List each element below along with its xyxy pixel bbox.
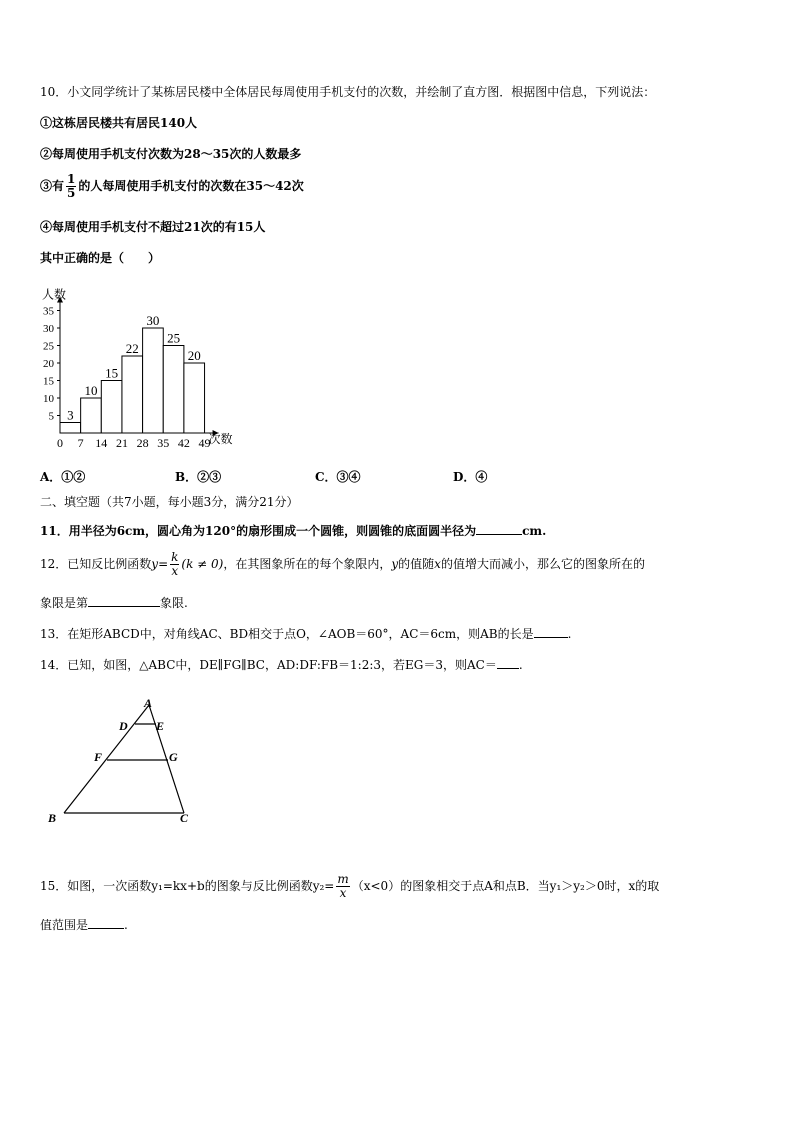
q10-question: 其中正确的是（ ） [40, 251, 161, 265]
x-tick-label: 35 [157, 436, 170, 450]
bar-value-label: 30 [146, 313, 160, 328]
y-tick-label: 10 [43, 393, 54, 405]
q10-statement-2: ②每周使用手机支付次数为28～35次的人数最多 [40, 147, 302, 161]
answer-blank[interactable] [476, 522, 522, 535]
q10-stem: 10．小文同学统计了某栋居民楼中全体居民每周使用手机支付的次数，并绘制了直方图．根据图中信息，下列说法： [40, 85, 656, 99]
section-title: 二、填空题（共7小题，每小题3分，满分21分） [40, 495, 299, 509]
bar-value-label: 3 [67, 407, 74, 423]
q15-line2: 值范围是 . [40, 918, 128, 932]
fraction-one-fifth: $\frac{1}{5}$ [67, 172, 76, 200]
answer-blank[interactable] [534, 625, 568, 638]
x-tick-label: 0 [57, 436, 63, 450]
y-tick-label: 20 [43, 358, 54, 370]
option-a: A．①② [40, 470, 86, 484]
label-d: D [119, 719, 128, 733]
bar-value-label: 20 [187, 348, 201, 363]
bar [101, 381, 122, 434]
option-c: C．③④ [315, 470, 361, 484]
bar-value-label: 15 [105, 365, 119, 381]
label-e: E [156, 719, 165, 733]
option-d: D．④ [453, 470, 488, 484]
y-tick-label: 30 [43, 323, 54, 335]
side-ab [64, 705, 149, 813]
y-axis-label: 人数 [42, 287, 67, 302]
y-tick-label: 15 [43, 375, 54, 388]
bar [163, 346, 184, 434]
bar [60, 423, 81, 434]
q13: 13．在矩形ABCD中，对角线AC、BD相交于点O，∠AOB＝60°，AC＝6cm，则AB的长是 . [40, 627, 572, 641]
bar [143, 328, 164, 433]
side-ac [149, 705, 184, 813]
q15: 15．如图，一次函数y₁=kx+b的图象与反比例函数y₂= $\frac{m}{x}$ （x<0）的图象相交于点A和点B．当y₁＞y₂＞0时，x的取 [40, 872, 660, 900]
fraction-m-over-x: $\frac{m}{x}$ [337, 872, 349, 900]
histogram-chart [30, 278, 260, 453]
x-tick-label: 28 [136, 436, 149, 450]
q12: 12．已知反比例函数y= $\frac{k}{x}$ (k ≠ 0)，在其图象所在的每个象限内，y的值随x的值增大而减小，那么它的图象所在的 [40, 550, 645, 578]
x-tick-label: 21 [115, 436, 128, 450]
label-b: B [48, 811, 57, 825]
bar-value-label: 25 [167, 330, 181, 346]
bar [81, 398, 102, 433]
bar-value-label: 22 [125, 341, 139, 356]
q10-statement-1: ①这栋居民楼共有居民140人 [40, 116, 198, 130]
q12-line2: 象限是第 象限. [40, 596, 188, 610]
bar [184, 363, 205, 433]
triangle-figure [40, 695, 220, 835]
answer-blank[interactable] [88, 594, 160, 607]
x-tick-label: 42 [177, 436, 190, 450]
q14: 14．已知，如图，△ABC中，DE∥FG∥BC，AD:DF:FB＝1:2:3，若EG＝3，则AC＝ . [40, 658, 523, 672]
y-tick-label: 5 [48, 410, 54, 423]
label-g: G [169, 750, 178, 764]
y-tick-label: 25 [43, 340, 54, 353]
fraction-k-over-x: $\frac{k}{x}$ [171, 550, 179, 578]
option-b: B．②③ [175, 470, 222, 484]
q10-statement-4: ④每周使用手机支付不超过21次的有15人 [40, 220, 266, 234]
q10-statement-3: ③有 $\frac{1}{5}$ 的人每周使用手机支付的次数在35～42次 [40, 172, 304, 200]
bar-value-label: 10 [84, 383, 98, 398]
answer-blank[interactable] [497, 656, 519, 669]
bar [122, 356, 143, 433]
label-a: A [144, 696, 153, 710]
x-axis-label: 次数 [208, 432, 233, 446]
label-f: F [94, 750, 103, 764]
y-tick-label: 35 [43, 305, 54, 318]
x-tick-label: 7 [77, 436, 84, 450]
answer-blank[interactable] [88, 916, 124, 929]
x-tick-label: 49 [198, 436, 211, 450]
x-tick-label: 14 [95, 436, 108, 450]
label-c: C [180, 811, 189, 825]
q11: 11．用半径为6cm，圆心角为120°的扇形围成一个圆锥，则圆锥的底面圆半径为 cm. [40, 524, 547, 538]
